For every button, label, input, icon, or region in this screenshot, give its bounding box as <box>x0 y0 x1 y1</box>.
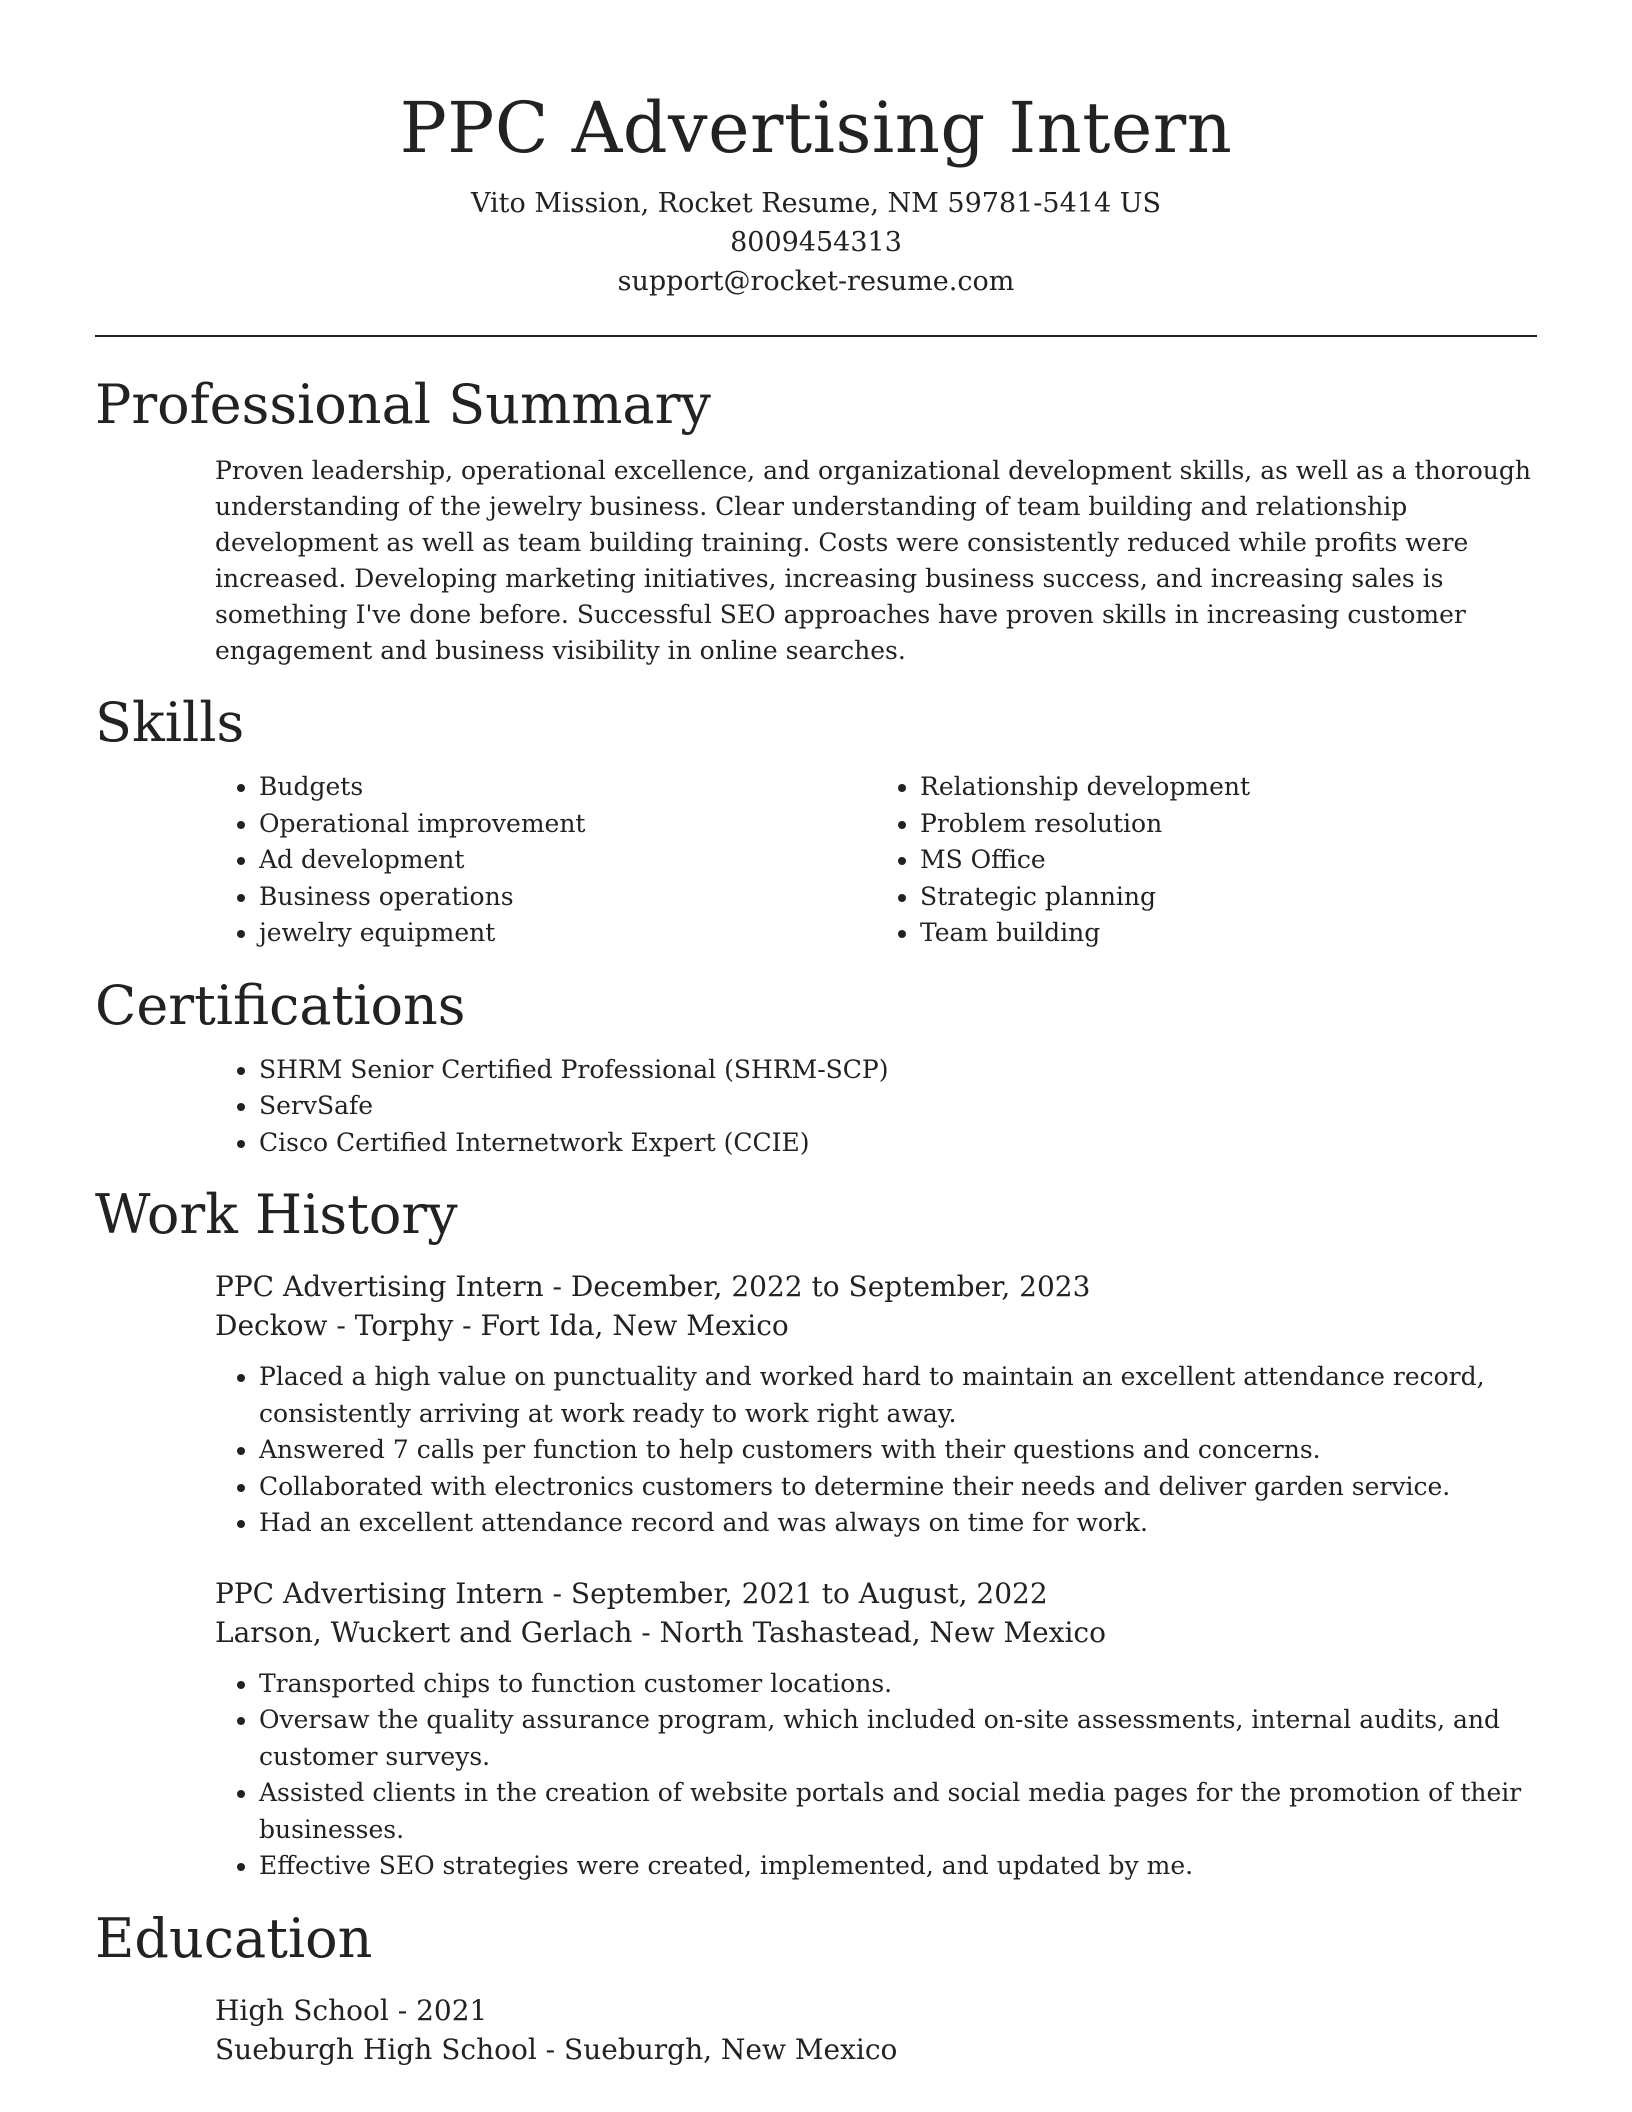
separator: - <box>388 1993 417 2027</box>
certifications-list <box>215 1052 1537 1162</box>
skills-section <box>95 691 1537 952</box>
contact-info <box>95 184 1537 301</box>
job-bullet: • Collaborated with electronics customers to determine their needs and deliver garden service. <box>259 1469 1537 1506</box>
separator: - <box>543 1270 571 1303</box>
address: Vito Mission, Rocket Resume, NM 59781-5414 US <box>471 188 1161 219</box>
separator: - <box>453 1309 481 1342</box>
job-bullet: • Assisted clients in the creation of website portals and social media pages for the promotion of their businesses. <box>259 1775 1537 1848</box>
certifications-section <box>95 974 1537 1162</box>
job-location: Fort Ida, New Mexico <box>480 1309 789 1342</box>
work-history-heading: Work History <box>95 1183 458 1246</box>
education-degree: High School <box>215 1993 389 2027</box>
resume-header <box>95 0 1537 301</box>
skills-columns <box>215 769 1537 952</box>
job-company: Deckow - Torphy <box>215 1309 454 1342</box>
job-entry <box>215 1267 1537 1542</box>
skills-left-list <box>215 769 876 952</box>
skill-item: • Business operations <box>259 879 876 916</box>
skill-item: • Problem resolution <box>920 806 1537 843</box>
job-dates: September, 2021 to August, 2022 <box>570 1576 1048 1610</box>
certification-item: • Cisco Certified Internetwork Expert (CCIE) <box>259 1125 1537 1162</box>
education-section <box>95 1907 1537 2069</box>
education-entry <box>215 1991 1537 2069</box>
skill-item: • Ad development <box>259 842 876 879</box>
skills-right-list <box>876 769 1537 952</box>
education-school-line <box>215 2030 1537 2069</box>
job-title: PPC Advertising Intern <box>215 1270 544 1303</box>
job-company-line <box>215 1613 1537 1652</box>
certification-item: • ServSafe <box>259 1088 1537 1125</box>
job-title-line <box>215 1267 1537 1306</box>
certifications-heading: Certifications <box>95 973 466 1037</box>
job-bullet: • Answered 7 calls per function to help customers with their questions and concerns. <box>259 1432 1537 1469</box>
job-bullet: • Effective SEO strategies were created, implemented, and updated by me. <box>259 1848 1537 1885</box>
education-heading: Education <box>95 1906 373 1970</box>
separator: - <box>632 1615 660 1649</box>
summary-text: Proven leadership, operational excellence, and organizational development skills, as well as a thorough understanding of the jewelry business. Clear understanding of team building and relationship development as well as team building training. Costs were consistently reduced while profits were increased. Developing marketing initiatives, increasing business success, and increasing sales is something I've done before. Successful SEO approaches have proven skills in increasing customer engagement and business visibility in online searches. <box>215 456 1531 665</box>
resume-title: PPC Advertising Intern <box>399 87 1233 169</box>
job-bullet: • Had an excellent attendance record and was always on time for work. <box>259 1505 1537 1542</box>
job-company-line <box>215 1306 1537 1345</box>
work-history-section <box>95 1183 1537 1885</box>
separator: - <box>543 1576 571 1610</box>
education-location: Sueburgh, New Mexico <box>564 2032 898 2066</box>
job-bullets <box>215 1666 1537 1885</box>
email: support@rocket-resume.com <box>617 266 1015 297</box>
education-degree-line <box>215 1991 1537 2030</box>
job-entry <box>215 1574 1537 1885</box>
skill-item: • Relationship development <box>920 769 1537 806</box>
job-title: PPC Advertising Intern <box>215 1576 544 1610</box>
job-bullets <box>215 1359 1537 1542</box>
skill-item: • Operational improvement <box>259 806 876 843</box>
summary-heading: Professional Summary <box>95 373 711 436</box>
skill-item: • Strategic planning <box>920 879 1537 916</box>
job-dates: December, 2022 to September, 2023 <box>570 1270 1091 1303</box>
job-company: Larson, Wuckert and Gerlach <box>215 1615 633 1649</box>
summary-section <box>95 373 1537 669</box>
skill-item: • Budgets <box>259 769 876 806</box>
job-title-line <box>215 1574 1537 1613</box>
phone: 8009454313 <box>730 227 902 258</box>
job-bullet: • Oversaw the quality assurance program, which included on-site assessments, internal audits, and customer surveys. <box>259 1702 1537 1775</box>
certifications-block <box>215 1052 1537 1162</box>
skill-item: • MS Office <box>920 842 1537 879</box>
skills-heading: Skills <box>95 691 245 754</box>
header-divider <box>95 335 1537 337</box>
skill-item: • jewelry equipment <box>259 915 876 952</box>
job-bullet: • Transported chips to function customer locations. <box>259 1666 1537 1703</box>
job-location: North Tashastead, New Mexico <box>659 1615 1106 1649</box>
job-bullet: • Placed a high value on punctuality and worked hard to maintain an excellent attendance record, consistently arriving at work ready to work right away. <box>259 1359 1537 1432</box>
education-school: Sueburgh High School <box>215 2032 537 2066</box>
certification-item: • SHRM Senior Certified Professional (SHRM-SCP) <box>259 1052 1537 1089</box>
separator: - <box>536 2032 565 2066</box>
skill-item: • Team building <box>920 915 1537 952</box>
education-year: 2021 <box>416 1993 488 2027</box>
